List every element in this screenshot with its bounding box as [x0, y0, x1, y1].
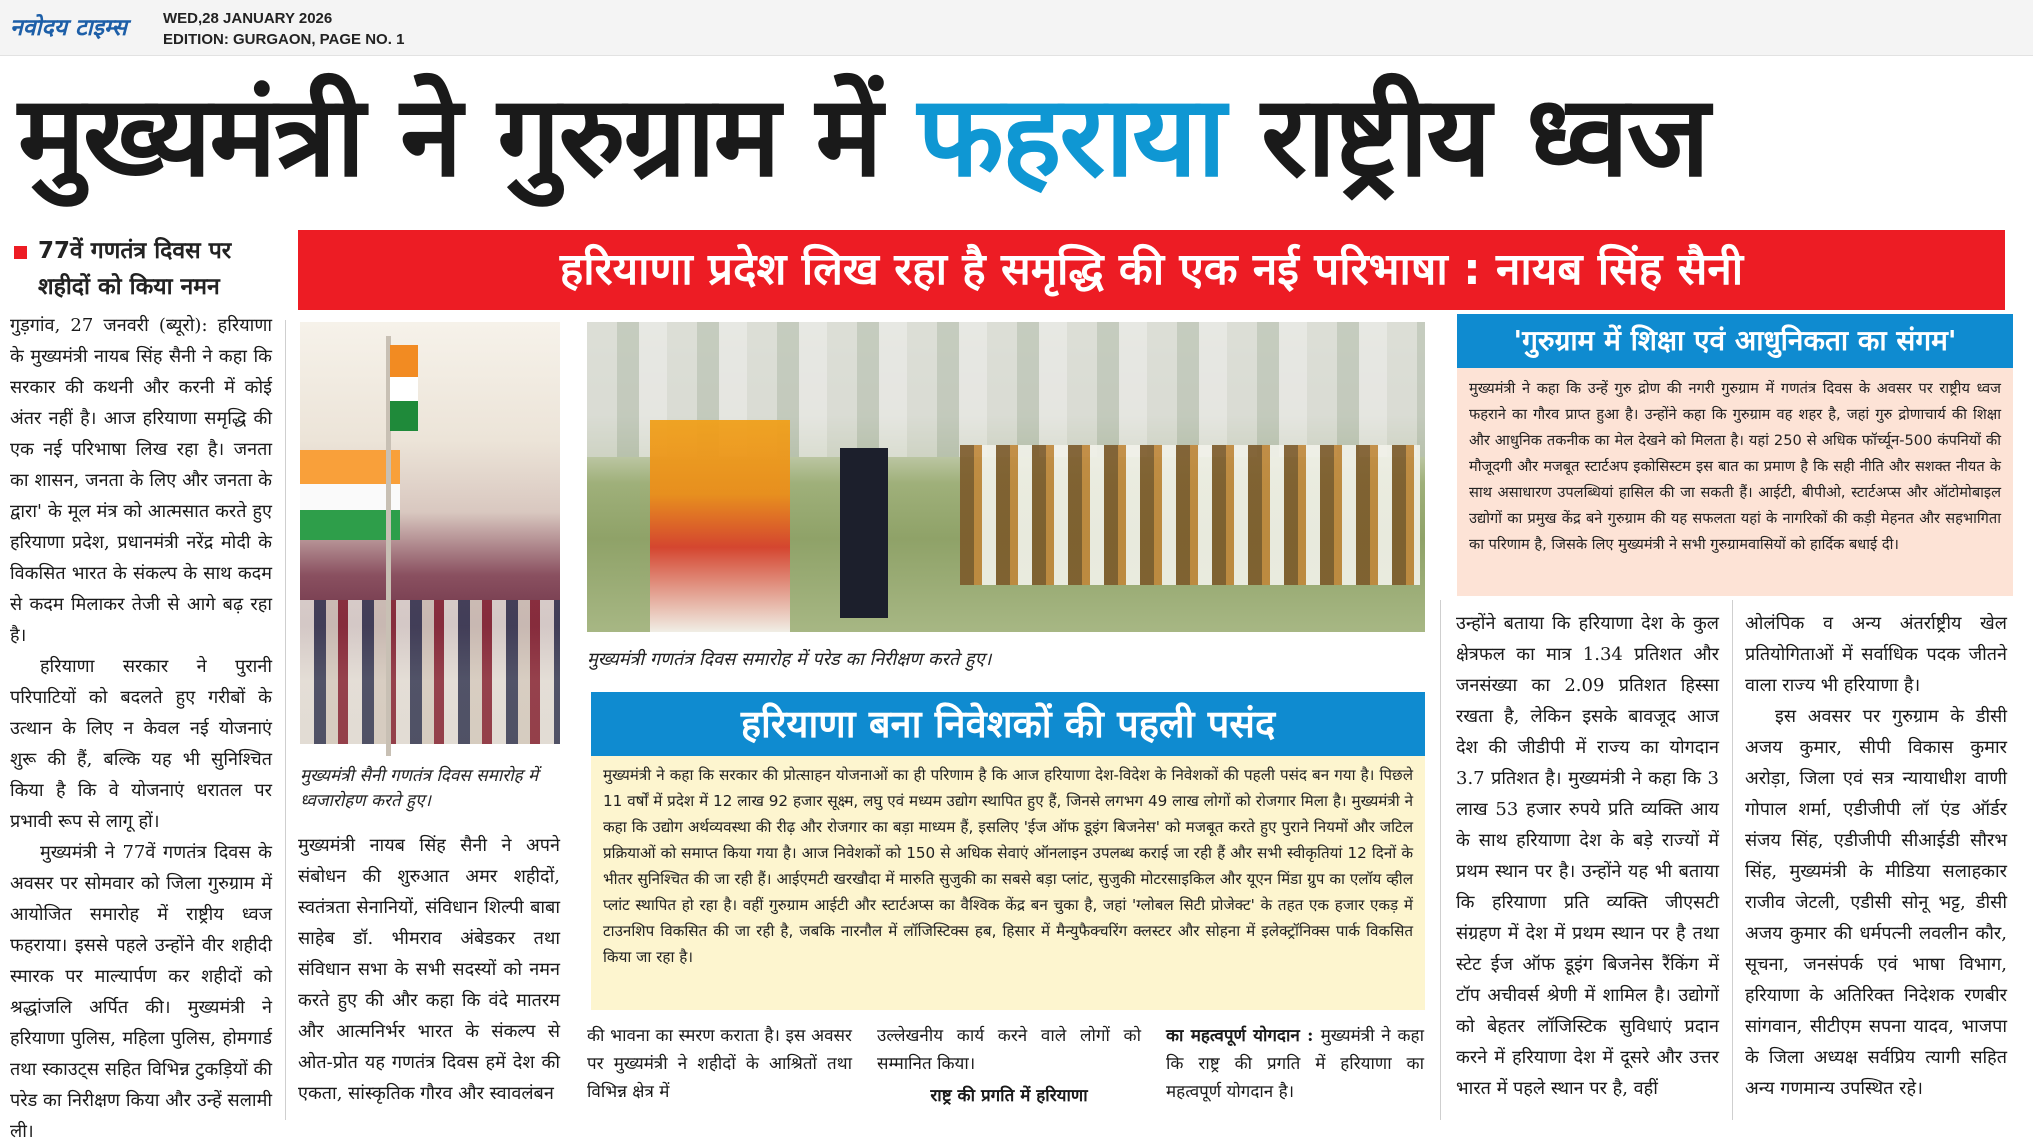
flag-icon — [390, 377, 418, 401]
bullet-headline: 77वें गणतंत्र दिवस पर शहीदों को किया नमन — [38, 238, 232, 300]
column-divider — [1440, 600, 1441, 1120]
headline-part1: मुख्यमंत्री ने गुरुग्राम में — [18, 72, 918, 202]
sub-headline-banner: हरियाणा प्रदेश लिख रहा है समृद्धि की एक नई परिभाषा : नायब सिंह सैनी — [298, 230, 2005, 310]
article-column-mid — [298, 830, 560, 1109]
bullet-square-icon — [14, 246, 27, 259]
photo-decor — [840, 448, 888, 618]
article-column-left — [10, 310, 272, 1147]
column-divider — [1732, 600, 1733, 1120]
photo-decor — [300, 450, 400, 484]
paragraph: इस अवसर पर गुरुग्राम के डीसी अजय कुमार, सीपी विकास कुमार अरोड़ा, जिला एवं सत्र न्यायाधीश वाणी गोपाल शर्मा, एडीजीपी लॉ एंड ऑर्डर संजय सिंह, एडीजीपी सीआईडी सौरभ सिंह, मुख्यमंत्री के मीडिया सलाहकार राजीव जेटली, एडीसी सोनू भट्ट, डीसी अजय कुमार की धर्मपत्नी लवलीन कौर, सूचना, जनसंपर्क एवं भाषा विभाग, हरियाणा के अतिरिक्त निदेशक रणबीर सांगवान, सीटीएम सपना यादव, भाजपा के जिला अध्यक्ष सर्वप्रिय त्यागी सहित अन्य गणमान्य उपस्थित रहे। — [1745, 706, 2007, 1099]
article-column-mid — [877, 1022, 1141, 1110]
article-column-mid — [587, 1022, 852, 1106]
investor-box-title: हरियाणा बना निवेशकों की पहली पसंद — [591, 692, 1425, 756]
paragraph: उन्होंने बताया कि हरियाणा देश के कुल क्षेत्रफल का मात्र 1.34 प्रतिशत और जनसंख्या का 2.09 प्रतिशत हिस्सा रखता है, लेकिन इसके बावजूद आज देश की जीडीपी में राज्य का योगदान 3.7 प्रतिशत है। मुख्यमंत्री ने कहा कि 3 लाख 53 हजार रुपये प्रति व्यक्ति आय के साथ हरियाणा देश के बड़े राज्यों में प्रथम स्थान पर है। उन्होंने यह भी बताया कि हरियाणा प्रति व्यक्ति जीएसटी संग्रहण में देश में प्रथम स्थान पर है तथा स्टेट ईज ऑफ डूइंग बिजनेस रैंकिंग में टॉप अचीवर्स श्रेणी में शामिल है। उद्योगों को बेहतर लॉजिस्टिक सुविधाएं प्रदान करने में हरियाणा देश में दूसरे और उत्तर भारत में पहले स्थान पर है, वहीं — [1456, 613, 1719, 1099]
paragraph: मुख्यमंत्री ने 77वें गणतंत्र दिवस के अवसर पर सोमवार को जिला गुरुग्राम में आयोजित समारोह में राष्ट्रीय ध्वज फहराया। इससे पहले उन्होंने वीर शहीदी स्मारक पर माल्यार्पण कर शहीदों को श्रद्धांजलि अर्पित की। मुख्यमंत्री ने हरियाणा पुलिस, महिला पुलिस, होमगार्ड तथा स्काउट्स सहित विभिन्न टुकड़ियों की परेड का निरीक्षण किया और उन्हें सलामी ली। — [10, 842, 272, 1142]
photo-decor — [650, 420, 790, 632]
paragraph: उल्लेखनीय कार्य करने वाले लोगों को सम्मानित किया। — [877, 1026, 1141, 1074]
paragraph: मुख्यमंत्री ने कहा कि राष्ट्र की प्रगति में हरियाणा का महत्वपूर्ण योगदान है। — [1166, 1026, 1424, 1102]
article-column-right — [1745, 608, 2007, 1104]
photo-decor — [300, 510, 400, 540]
investor-box-body: मुख्यमंत्री ने कहा कि सरकार की प्रोत्साहन योजनाओं का ही परिणाम है कि आज हरियाणा देश-विदेश के निवेशकों की पहली पसंद बन गया है। पिछले 11 वर्षों में प्रदेश में 12 लाख 92 हजार सूक्ष्म, लघु एवं मध्यम उद्योग स्थापित हुए हैं, जिनसे लगभग 49 लाख लोगों को रोजगार मिला है। मुख्यमंत्री ने कहा कि उद्योग अर्थव्यवस्था की रीढ़ और रोजगार का बड़ा माध्यम हैं, इसलिए 'ईज ऑफ डूइंग बिजनेस' को मजबूत करते हुए पुराने नियमों और जटिल प्रक्रियाओं को समाप्त किया गया है। आज निवेशकों को 150 से अधिक सेवाएं ऑनलाइन उपलब्ध कराई जा रही हैं और सभी स्वीकृतियां 12 दिनों के भीतर सुनिश्चित की जा रही हैं। आईएमटी खरखौदा में मारुति सुजुकी का सबसे बड़ा प्लांट, सुजुकी मोटरसाइकिल और यूएन मिंडा ग्रुप का एलॉय व्हील प्लांट स्थापित हो रहा है। वहीं गुरुग्राम आईटी और स्टार्टअप्स का वैश्विक केंद्र बन चुका है, जहां 'ग्लोबल सिटी प्रोजेक्ट' के तहत एक हजार एकड़ में टाउनशिप विकसित की जा रही है, जबकि नारनौल में लॉजिस्टिक्स हब, हिसार में मैन्युफैक्चरिंग क्लस्टर और सोहना में इलेक्ट्रॉनिक्स पार्क विकसित किया जा रहा है। — [591, 756, 1425, 1010]
flag-icon — [390, 345, 418, 377]
photo-decor — [300, 484, 400, 510]
gurugram-box-body: मुख्यमंत्री ने कहा कि उन्हें गुरु द्रोण की नगरी गुरुग्राम में गणतंत्र दिवस के अवसर पर राष्ट्रीय ध्वज फहराने का गौरव प्राप्त हुआ है। उन्होंने कहा कि गुरुग्राम वह शहर है, जहां गुरु द्रोणाचार्य की शिक्षा और आधुनिक तकनीक का मेल देखने को मिलता है। यहां 250 से अधिक फॉर्च्यून-500 कंपनियों की मौजूदगी और मजबूत स्टार्टअप इकोसिस्टम इस बात का प्रमाण है कि सही नीति और सशक्त नीयत के साथ असाधारण उपलब्धियां हासिल की जा सकती हैं। आईटी, बीपीओ, स्टार्टअप्स और ऑटोमोबाइल उद्योगों का प्रमुख केंद्र बने गुरुग्राम की यह सफलता यहां के नागरिकों की कड़ी मेहनत और सहभागिता का परिणाम है, जिसके लिए मुख्यमंत्री ने सभी गुरुग्रामवासियों को हार्दिक बधाई दी। — [1457, 368, 2013, 596]
edition-info — [163, 8, 404, 50]
sub-heading: राष्ट्र की प्रगति में हरियाणा — [930, 1086, 1088, 1106]
headline-part2: राष्ट्रीय ध्वज — [1224, 72, 1708, 202]
article-column-right — [1456, 608, 1719, 1104]
paragraph: की भावना का स्मरण कराता है। इस अवसर पर मुख्यमंत्री ने शहीदों के आश्रितों तथा विभिन्न क्षेत्र में — [587, 1026, 852, 1102]
newspaper-logo[interactable]: नवोदय टाइम्स — [10, 15, 127, 41]
main-headline — [18, 62, 2018, 222]
paragraph: हरियाणा सरकार ने पुरानी परिपाटियों को बदलते हुए गरीबों के उत्थान के लिए न केवल नई योजनाएं शुरू की हैं, बल्कि यह भी सुनिश्चित किया है कि वे योजनाएं धरातल पर प्रभावी रूप से लागू हों। — [10, 656, 272, 832]
headline-highlight: फहराया — [917, 72, 1225, 202]
article-column-mid — [1166, 1022, 1424, 1106]
paragraph: ओलंपिक व अन्य अंतर्राष्ट्रीय खेल प्रतियोगिताओं में सर्वाधिक पदक जीतने वाला राज्य भी हरियाणा है। — [1745, 613, 2007, 696]
edition-date: WED,28 JANUARY 2026 — [163, 10, 333, 27]
paragraph: मुख्यमंत्री नायब सिंह सैनी ने अपने संबोधन की शुरुआत अमर शहीदों, स्वतंत्रता सेनानियों, संविधान शिल्पी बाबा साहेब डॉ. भीमराव अंबेडकर तथा संविधान सभा के सभी सदस्यों को नमन करते हुए की और कहा कि वंदे मातरम और आत्मनिर्भर भारत के संकल्प से ओत-प्रोत यह गणतंत्र दिवस हमें देश की एकता, सांस्कृतिक गौरव और स्वावलंबन — [298, 835, 560, 1104]
sub-heading: का महत्वपूर्ण योगदान : — [1166, 1026, 1321, 1046]
gurugram-box-title: 'गुरुग्राम में शिक्षा एवं आधुनिकता का संगम' — [1457, 314, 2013, 368]
photo-caption: मुख्यमंत्री गणतंत्र दिवस समारोह में परेड का निरीक्षण करते हुए। — [587, 649, 992, 670]
paragraph: गुड़गांव, 27 जनवरी (ब्यूरो): हरियाणा के मुख्यमंत्री नायब सिंह सैनी ने कहा कि सरकार की कथनी और करनी में कोई अंतर नहीं है। आज हरियाणा समृद्धि की एक नई परिभाषा लिख रहा है। जनता का शासन, जनता के लिए और जनता के द्वारा' के मूल मंत्र को आत्मसात करते हुए हरियाणा प्रदेश, प्रधानमंत्री नरेंद्र मोदी के विकसित भारत के संकल्प के साथ कदम से कदम मिलाकर तेजी से आगे बढ़ रहा है। — [10, 315, 272, 646]
flag-icon — [390, 401, 418, 431]
column-divider — [285, 320, 286, 1120]
edition-page: EDITION: GURGAON, PAGE NO. 1 — [163, 31, 405, 48]
photo-decor — [960, 445, 1420, 585]
photo-decor — [300, 600, 560, 744]
photo-caption: मुख्यमंत्री सैनी गणतंत्र दिवस समारोह में ध्वजारोहण करते हुए। — [300, 766, 539, 811]
